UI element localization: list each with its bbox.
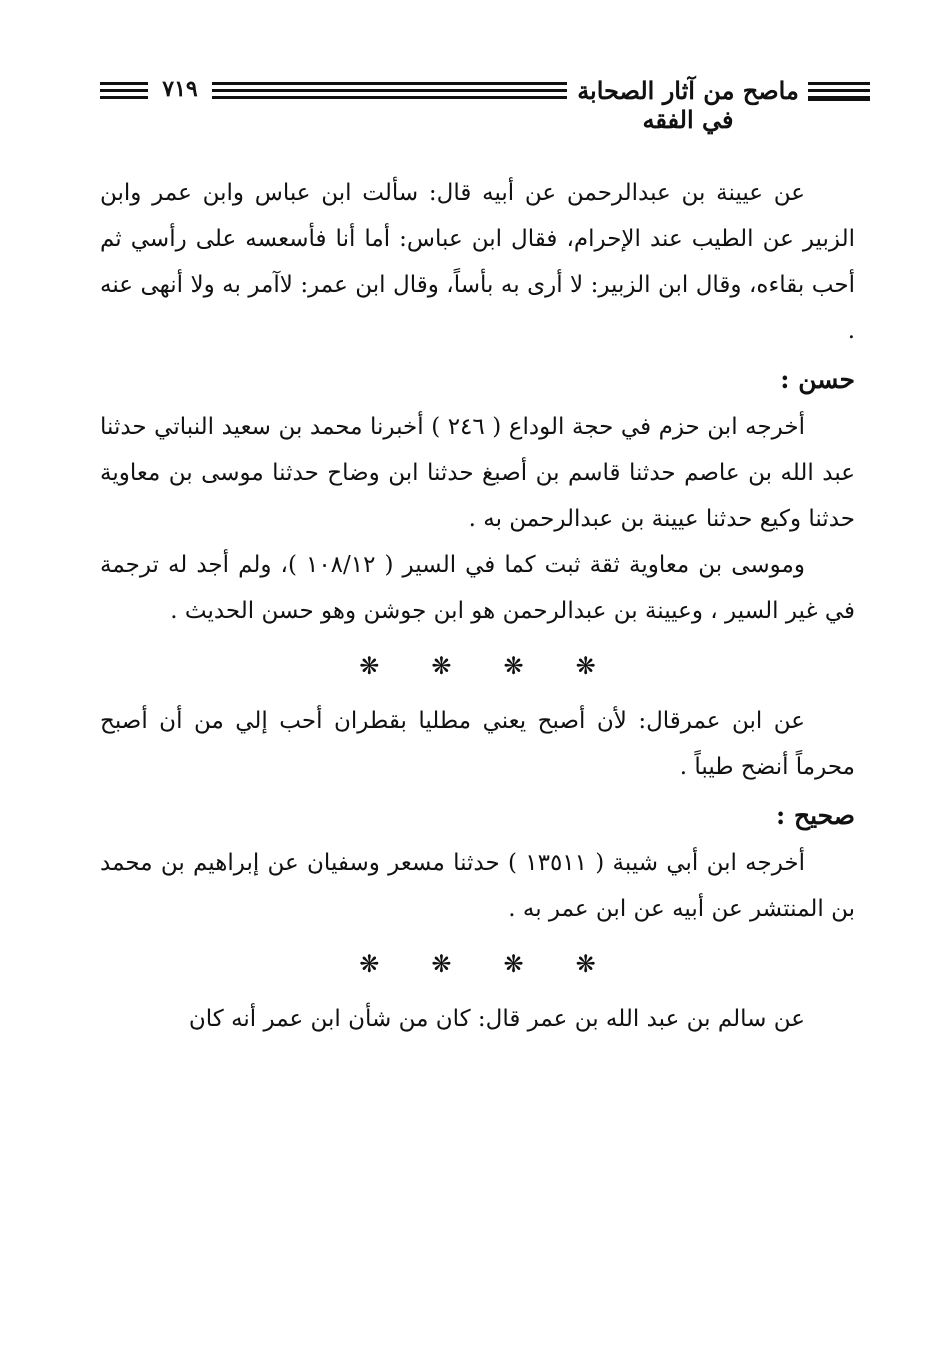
takhrij-paragraph: أخرجه ابن حزم في حجة الوداع ( ٢٤٦ ) أخبرنا محمد بن سعيد النباتي حدثنا عبد الله بن عاصم حدثنا قاسم بن أصبغ حدثنا ابن وضاح حدثنا موسى بن معاوية حدثنا وكيع حدثنا عيينة بن عبدالرحمن به .	[100, 414, 855, 532]
running-title: ماصح من آثار الصحابة في الفقه	[577, 76, 799, 134]
page-body	[100, 170, 855, 1042]
header-rule-right	[808, 82, 870, 101]
star-separator: ❋❋❋❋	[359, 652, 648, 680]
athar-text: عن سالم بن عبد الله بن عمر قال: كان من شأن ابن عمر أنه كان	[188, 1006, 805, 1032]
page-header	[100, 74, 870, 134]
page-number: ٧١٩	[162, 76, 198, 102]
takhrij-paragraph: أخرجه ابن أبي شيبة ( ١٣٥١١ ) حدثنا مسعر وسفيان عن إبراهيم بن محمد بن المنتشر عن أبيه عن ابن عمر به .	[100, 850, 855, 922]
grade-heading: حسن :	[780, 365, 855, 394]
star-separator: ❋❋❋❋	[359, 950, 648, 978]
narrator-note: وموسى بن معاوية ثقة ثبت كما في السير ( ١٠٨/١٢ )، ولم أجد له ترجمة في غير السير ، وعيينة بن عبدالرحمن هو ابن جوشن وهو حسن الحديث .	[100, 552, 855, 624]
grade-heading: صحيح :	[776, 801, 855, 830]
athar-text: عن ابن عمرقال: لأن أصبح يعني مطليا بقطران أحب إلي من أن أصبح محرماً أنضح طيباً .	[100, 708, 855, 780]
athar-text: عن عيينة بن عبدالرحمن عن أبيه قال: سألت ابن عباس وابن عمر وابن الزبير عن الطيب عند الإحرام، فقال ابن عباس: أما أنا فأسعسه على رأسي ثم أحب بقاءه، وقال ابن الزبير: لا أرى به بأساً، وقال ابن عمر: لاآمر به ولا أنهى عنه .	[100, 180, 855, 344]
header-rule-middle	[212, 82, 567, 99]
header-rule-left	[100, 82, 148, 99]
